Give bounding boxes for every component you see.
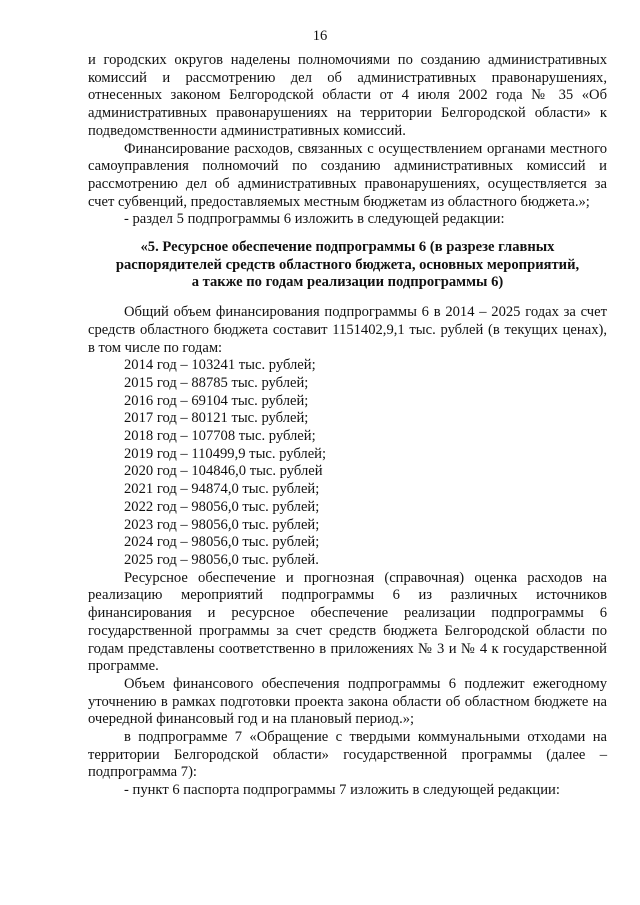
year-item: 2018 год – 107708 тыс. рублей; <box>124 428 316 445</box>
year-item: 2019 год – 110499,9 тыс. рублей; <box>124 445 327 462</box>
paragraph-passport-instruction: - пункт 6 паспорта подпрограммы 7 изложить в следующей редакции: <box>124 782 560 799</box>
paragraph-resource-assessment: Ресурсное обеспечение и прогнозная (справочная) оценка расходов на реализацию мероприятий подпрограммы 6 из различных источников финансирования и ресурсное обеспечение реализации подпрограммы 6 государственной программы за счет средств бюджета Белгородской области по годам представлены соответственно в приложениях № 3 и № 4 к государственной программе. <box>88 569 607 675</box>
year-item: 2017 год – 80121 тыс. рублей; <box>124 410 309 427</box>
year-item: 2023 год – 98056,0 тыс. рублей; <box>124 516 320 533</box>
document-body <box>88 52 607 800</box>
year-item: 2014 год – 103241 тыс. рублей; <box>124 357 316 374</box>
paragraph-subprogram7: в подпрограмме 7 «Обращение с твердыми коммунальными отходами на территории Белгородской области» государственной программы (далее – подпрограмма 7): <box>88 729 607 781</box>
heading-line: «5. Ресурсное обеспечение подпрограммы 6 (в разрезе главных <box>140 239 555 256</box>
heading-line: а также по годам реализации подпрограммы 6) <box>191 274 504 291</box>
year-item: 2016 год – 69104 тыс. рублей; <box>124 392 309 409</box>
paragraph-total-financing: Общий объем финансирования подпрограммы 6 в 2014 – 2025 годах за счет средств областного бюджета составит 1151402,9,1 тыс. рублей (в текущих ценах), в том числе по годам: <box>88 304 607 356</box>
year-item: 2022 год – 98056,0 тыс. рублей; <box>124 498 320 515</box>
yearly-financing-list <box>88 357 607 569</box>
paragraph-section5-instruction: - раздел 5 подпрограммы 6 изложить в следующей редакции: <box>124 211 505 228</box>
paragraph-commissions: и городских округов наделены полномочиями по созданию административных комиссий и рассмотрению дел об административных правонарушениях, отнесенных законом Белгородской области от 4 июля 2002 года № 35 «Об административных правонарушениях на территории Белгородской области» к подведомственности административных комиссий. <box>88 52 607 139</box>
section-heading <box>88 239 607 292</box>
year-item: 2024 год – 98056,0 тыс. рублей; <box>124 534 320 551</box>
heading-line: распорядителей средств областного бюджета, основных мероприятий, <box>115 256 580 273</box>
paragraph-annual-adjustment: Объем финансового обеспечения подпрограммы 6 подлежит ежегодному уточнению в рамках подготовки проекта закона области об областном бюджете на очередной финансовый год и на плановый период.»; <box>88 675 607 728</box>
year-item: 2021 год – 94874,0 тыс. рублей; <box>124 481 320 498</box>
paragraph-financing: Финансирование расходов, связанных с осуществлением органами местного самоуправления полномочий по созданию административных комиссий и рассмотрению дел об административных правонарушениях, осуществляется за счет субвенций, предоставляемых местным бюджетам из областного бюджета.»; <box>88 140 607 210</box>
year-item: 2015 год – 88785 тыс. рублей; <box>124 374 309 391</box>
year-item: 2020 год – 104846,0 тыс. рублей <box>124 463 323 480</box>
page-number: 16 <box>312 28 328 44</box>
year-item: 2025 год – 98056,0 тыс. рублей. <box>124 551 319 568</box>
